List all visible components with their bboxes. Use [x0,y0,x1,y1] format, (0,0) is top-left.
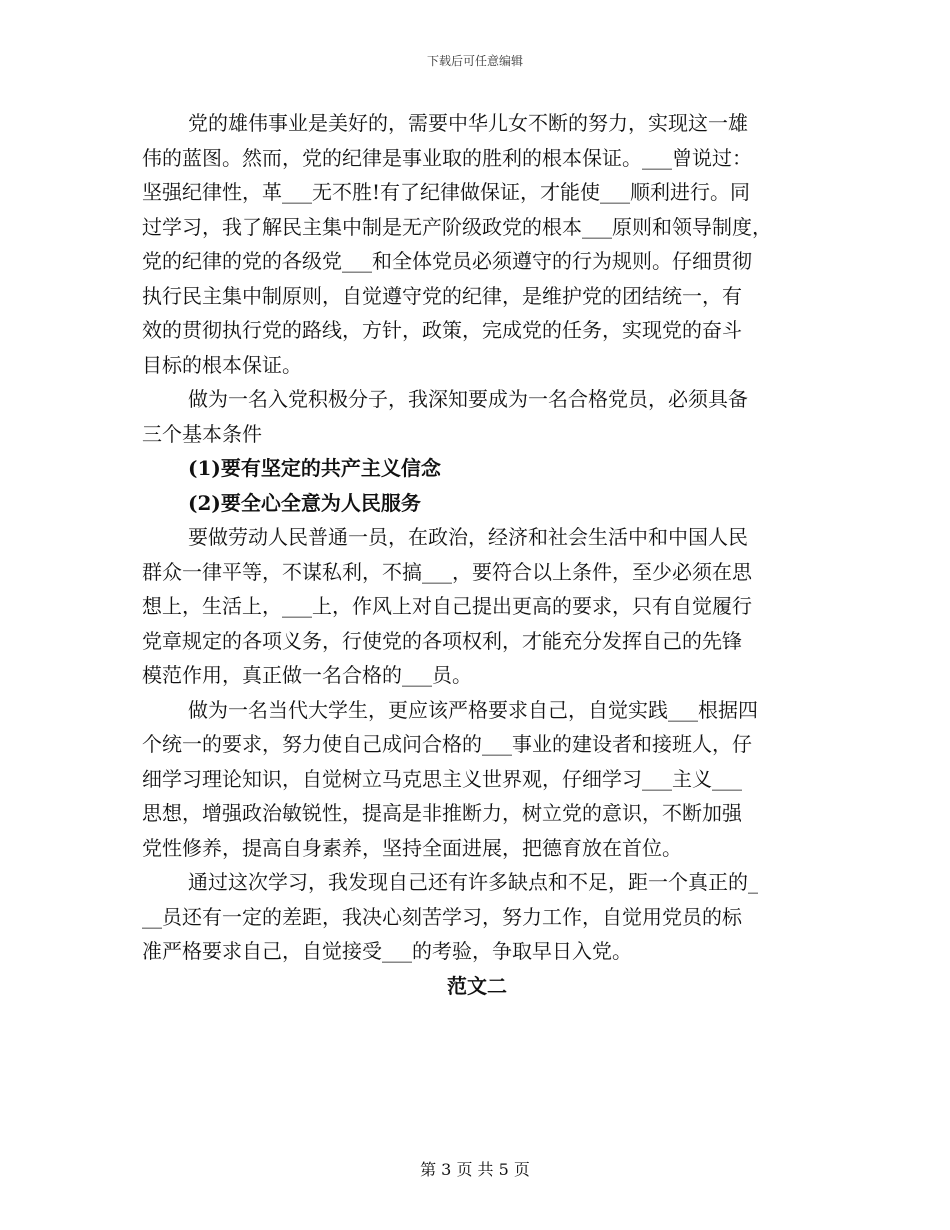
list-item-condition-1: (1)要有坚定的共产主义信念 [188,456,441,480]
section-title: 范文二 [447,973,507,998]
list-item-condition-2: (2)要全心全意为人民服务 [188,490,421,515]
body-line: 群众一律平等，不谋私利，不搞___，要符合以上条件，至少必须在思 [142,559,752,584]
body-line: 党章规定的各项义务，行使党的各项权利，才能充分发挥自己的先锋 [142,628,742,653]
body-line: 做为一名入党积极分子，我深知要成为一名合格党员，必须具备 [188,387,748,411]
body-line: 效的贯彻执行党的路线，方针，政策，完成党的任务，实现党的奋斗 [142,318,742,342]
body-line: 准严格要求自己，自觉接受___的考验，争取早日入党。 [142,939,632,963]
body-line: 党性修养，提高自身素养，坚持全面进展，把德育放在首位。 [142,835,682,860]
body-line: 坚强纪律性，革___无不胜!有了纪律做保证，才能使___顺利进行。同 [142,180,751,204]
body-line: 通过这次学习，我发现自己还有许多缺点和不足，距一个真正的_ [188,870,758,894]
body-line: 要做劳动人民普通一员，在政治，经济和社会生活中和中国人民 [188,525,748,549]
body-line: 三个基本条件 [142,421,262,446]
body-line: 个统一的要求，努力使自己成问合格的___事业的建设者和接班人，仔 [142,732,752,756]
body-line: 模范作用，真正做一名合格的___员。 [142,663,472,687]
body-line: 党的纪律的党的各级党___和全体党员必须遵守的行为规则。仔细贯彻 [142,249,752,273]
body-line: 执行民主集中制原则，自觉遵守党的纪律，是维护党的团结统一，有 [142,283,742,308]
page-header: 下载后可任意编辑 [426,54,523,68]
body-line: 伟的蓝图。然而，党的纪律是事业取的胜利的根本保证。___曾说过： [142,145,752,170]
page-footer: 第 3 页 共 5 页 [420,1160,530,1179]
body-line: 做为一名当代大学生，更应该严格要求自己，自觉实践___根据四 [188,697,758,722]
body-line: __员还有一定的差距，我决心刻苦学习，努力工作，自觉用党员的标 [142,904,742,929]
body-line: 思想，增强政治敏锐性，提高是非推断力，树立党的意识，不断加强 [142,801,742,825]
body-line: 过学习，我了解民主集中制是无产阶级政党的根本___原则和领导制度， [142,214,772,239]
body-line: 目标的根本保证。 [142,352,302,377]
body-line: 想上，生活上，___上，作风上对自己提出更高的要求，只有自觉履行 [142,594,752,618]
body-line: 细学习理论知识，自觉树立马克思主义世界观，仔细学习___主义___ [142,766,742,791]
document-body [142,106,812,1003]
body-line: 党的雄伟事业是美好的，需要中华儿女不断的努力，实现这一雄 [188,111,748,135]
